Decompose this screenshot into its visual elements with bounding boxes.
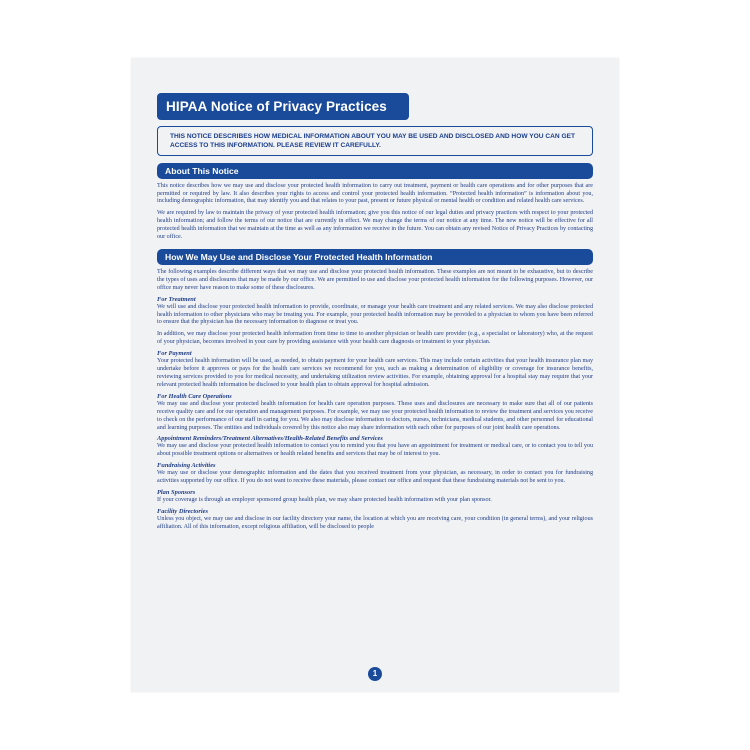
subheading-fundraising: Fundraising Activities bbox=[157, 462, 216, 470]
about-paragraph: We are required by law to maintain the privacy of your protected health information; give you this notice of our legal duties and privacy practices with respect to your protected health information; and follow the terms of our notice that are currently in effect. We may change the terms of our notice at any time. The new notice will be effective for all protected health information that we maintain at the time as well as any information we receive in the future. You can obtain any revised Notice of Privacy Practices by contacting our office. bbox=[157, 210, 593, 241]
facility-paragraph: Unless you object, we may use and disclose in our facility directory your name, the location at which you are receiving care, your condition (in general terms), and your religious affiliation. All of this information, except religious affiliation, will be disclosed to people bbox=[157, 515, 593, 530]
treatment-paragraph: In addition, we may disclose your protected health information from time to time to another physician or health care provider (e.g., a specialist or laboratory) who, at the request of your physician, becomes involved in your care by providing assistance with your health care diagnosis or treatment to your physician. bbox=[157, 331, 593, 346]
section-header-uses: How We May Use and Disclose Your Protected Health Information bbox=[157, 249, 593, 265]
subheading-operations: For Health Care Operations bbox=[157, 392, 232, 400]
important-notice-box: THIS NOTICE DESCRIBES HOW MEDICAL INFORMATION ABOUT YOU MAY BE USED AND DISCLOSED AND HOW YOU CAN GET ACCESS TO THIS INFORMATION. PLEASE REVIEW IT CAREFULLY. bbox=[157, 126, 593, 156]
subheading-payment: For Payment bbox=[157, 350, 192, 358]
operations-paragraph: We may use and disclose your protected health information for health care operation purposes. These uses and disclosures are necessary to make sure that all of our patients receive quality care and for our operation and management purposes. For example, we may use your protected health information to review the treatment and services you receive to check on the performance of our staff in caring for you. We also may disclose information to doctors, nurses, technicians, medical students, and other personnel for educational and learning purposes. The entities and individuals covered by this notice also may share information with each other for purposes of our joint health care operations. bbox=[157, 400, 593, 431]
payment-paragraph: Your protected health information will be used, as needed, to obtain payment for your health care services. This may include certain activities that your health insurance plan may undertake before it approves or pays for the health care services we recommend for you, such as making a determination of eligibility or coverage for insurance benefits, reviewing services provided to you for medical necessity, and undertaking utilization review activities. For example, obtaining approval for a hospital stay may require that your relevant protected health information be disclosed to your health plan to obtain approval for hospital admission. bbox=[157, 358, 593, 388]
subheading-plan-sponsors: Plan Sponsors bbox=[157, 489, 196, 497]
section-header-about: About This Notice bbox=[157, 163, 593, 179]
page-content bbox=[157, 93, 593, 532]
subheading-facility: Facility Directories bbox=[157, 507, 208, 515]
document-page bbox=[131, 58, 619, 692]
reminders-paragraph: We may use and disclose your protected health information to contact you to remind you that you have an appointment for treatment or medical care, or to contact you to tell you about possible treatment options or alternatives or health related benefits and services that may be of interest to you. bbox=[157, 443, 593, 458]
fundraising-paragraph: We may use or disclose your demographic information and the dates that you received treatment from your physician, as necessary, in order to contact you for fundraising activities supported by our office. If you do not want to receive these materials, please contact our office and request that these fundraising materials not be sent to you. bbox=[157, 470, 593, 485]
page-title: HIPAA Notice of Privacy Practices bbox=[157, 93, 409, 120]
subheading-reminders: Appointment Reminders/Treatment Alternatives/Health-Related Benefits and Services bbox=[157, 435, 383, 443]
treatment-paragraph: We will use and disclose your protected health information to provide, coordinate, or manage your health care treatment and any related services. We may also disclose protected health information to other physicians who may be treating you. For example, your protected health information may be provided to a physician to whom you have been referred to ensure that the physician has the necessary information to diagnose or treat you. bbox=[157, 303, 593, 326]
about-paragraph: This notice describes how we may use and disclose your protected health information to carry out treatment, payment or health care operations and for other purposes that are permitted or required by law. It also describes your rights to access and control your protected health information. “Protected health information” is information about you, including demographic information, that may identify you and that relates to your past, present or future physical or mental health or condition and related health care services. bbox=[157, 182, 593, 205]
plan-sponsors-paragraph: If your coverage is through an employer sponsored group health plan, we may share protected health information with your plan sponsor. bbox=[157, 497, 492, 504]
page-number-badge: 1 bbox=[368, 667, 382, 681]
subheading-treatment: For Treatment bbox=[157, 295, 196, 303]
uses-intro-paragraph: The following examples describe different ways that we may use and disclose your protected health information. These examples are not meant to be exhaustive, but to describe the types of uses and disclosures that may be made by our office. We are permitted to use and disclose your protected health information for the following purposes. However, our office may never have reason to make some of these disclosures. bbox=[157, 268, 593, 291]
